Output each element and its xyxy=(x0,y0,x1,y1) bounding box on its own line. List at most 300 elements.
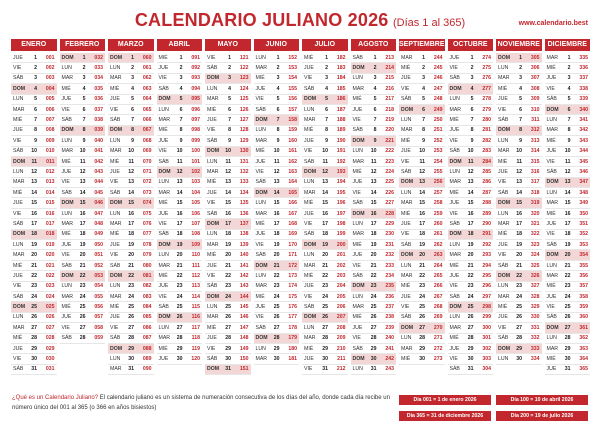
day-row xyxy=(60,53,106,63)
day-number: 1 xyxy=(276,54,280,61)
julian-day: 260 xyxy=(433,220,443,227)
footer-text: El calendario juliano es un sistema de numeración consecutiva de los días del año, donde cada día recibe un número único del 001 al 365 (o 366 en años bisiestos) xyxy=(12,395,390,411)
day-row xyxy=(157,302,203,312)
weekday-label: JUE xyxy=(255,304,266,311)
julian-day: 269 xyxy=(433,314,443,321)
weekday-label: MIÉ xyxy=(304,127,314,134)
day-row xyxy=(496,344,542,354)
weekday-label: MAR xyxy=(158,262,171,269)
day-row xyxy=(351,188,397,198)
weekday-label: LUN xyxy=(13,314,24,321)
julian-day: 325 xyxy=(530,262,540,269)
weekday-label: SÁB xyxy=(546,168,557,175)
weekday-label: SÁB xyxy=(255,179,266,186)
julian-day: 072 xyxy=(142,179,152,186)
day-row xyxy=(60,167,106,177)
day-number: 2 xyxy=(325,65,328,72)
day-row xyxy=(60,157,106,167)
weekday-label: JUE xyxy=(546,366,557,373)
day-row xyxy=(545,126,591,136)
weekday-label: SÁB xyxy=(207,210,218,217)
day-number: 29 xyxy=(225,345,231,352)
day-row xyxy=(448,282,494,292)
weekday-label: LUN xyxy=(449,241,460,248)
day-row xyxy=(60,188,106,198)
julian-day: 346 xyxy=(579,168,589,175)
day-number: 6 xyxy=(34,106,37,113)
day-row xyxy=(448,53,494,63)
julian-day: 183 xyxy=(336,65,346,72)
day-number: 29 xyxy=(322,345,328,352)
day-row xyxy=(302,261,348,271)
day-row xyxy=(254,157,300,167)
day-row xyxy=(399,344,445,354)
julian-day: 241 xyxy=(385,345,394,352)
day-row xyxy=(302,240,348,250)
weekday-label: JUE xyxy=(61,96,72,103)
weekday-label: MAR xyxy=(255,283,268,290)
julian-day: 038 xyxy=(94,117,103,124)
weekday-label: VIE xyxy=(304,148,313,155)
weekday-label: LUN xyxy=(110,283,121,290)
julian-day: 223 xyxy=(385,158,394,165)
day-number: 15 xyxy=(370,200,377,207)
day-number: 28 xyxy=(516,335,523,342)
day-row xyxy=(254,63,300,73)
weekday-label: VIE xyxy=(546,231,555,238)
day-number: 9 xyxy=(567,137,571,144)
weekday-label: JUE xyxy=(61,241,72,248)
weekday-label: JUE xyxy=(304,210,314,217)
weekday-label: JUE xyxy=(449,54,460,61)
day-row xyxy=(157,95,203,105)
weekday-label: JUE xyxy=(498,241,508,248)
julian-day: 079 xyxy=(142,252,152,259)
weekday-label: DOM xyxy=(498,272,511,279)
day-number: 2 xyxy=(179,65,183,72)
day-row xyxy=(545,157,591,167)
day-row xyxy=(205,334,251,344)
julian-day: 226 xyxy=(385,189,394,196)
day-number: 25 xyxy=(370,304,377,311)
day-number: 1 xyxy=(228,54,231,61)
day-number: 15 xyxy=(225,200,231,207)
day-row xyxy=(254,313,300,323)
day-number: 5 xyxy=(422,96,425,103)
day-row xyxy=(448,302,494,312)
day-number: 14 xyxy=(273,189,280,196)
weekday-label: MIÉ xyxy=(110,304,120,311)
day-number: 1 xyxy=(34,54,37,61)
julian-day: 104 xyxy=(191,189,200,196)
day-number: 8 xyxy=(131,127,134,134)
weekday-label: DOM xyxy=(401,179,414,186)
weekday-label: SÁB xyxy=(449,75,460,82)
julian-day: 011 xyxy=(46,158,55,165)
julian-day: 256 xyxy=(433,179,443,186)
julian-day: 077 xyxy=(142,231,152,238)
julian-day: 049 xyxy=(94,231,103,238)
julian-day: 096 xyxy=(191,106,200,113)
weekday-label: VIE xyxy=(546,158,555,165)
day-number: 30 xyxy=(419,356,425,363)
day-row xyxy=(496,250,542,260)
day-row xyxy=(302,198,348,208)
julian-day: 320 xyxy=(530,210,540,217)
day-row xyxy=(399,167,445,177)
day-row xyxy=(11,230,57,240)
julian-day: 005 xyxy=(45,96,55,103)
weekday-label: MAR xyxy=(255,356,268,363)
weekday-label: DOM xyxy=(449,304,462,311)
day-number: 8 xyxy=(519,127,523,134)
day-number: 7 xyxy=(228,117,231,124)
day-row xyxy=(157,354,203,364)
day-row xyxy=(399,157,445,167)
day-row xyxy=(545,282,591,292)
julian-day: 009 xyxy=(45,137,55,144)
weekday-label: DOM xyxy=(304,168,317,175)
weekday-label: SÁB xyxy=(546,96,557,103)
day-number: 1 xyxy=(373,54,377,61)
weekday-label: JUE xyxy=(207,335,217,342)
julian-day: 335 xyxy=(579,54,589,61)
weekday-label: LUN xyxy=(304,106,315,113)
day-number: 17 xyxy=(419,220,425,227)
day-row xyxy=(545,167,591,177)
weekday-label: LUN xyxy=(207,231,218,238)
day-row xyxy=(108,219,154,229)
weekday-label: LUN xyxy=(61,65,72,72)
day-row xyxy=(254,209,300,219)
day-number: 16 xyxy=(370,210,377,217)
weekday-label: VIE xyxy=(158,75,167,82)
julian-day: 051 xyxy=(94,252,103,259)
day-number: 14 xyxy=(467,189,474,196)
julian-day: 050 xyxy=(94,241,103,248)
day-number: 8 xyxy=(567,127,571,134)
julian-day: 321 xyxy=(530,220,540,227)
day-number: 23 xyxy=(419,283,425,290)
day-number: 18 xyxy=(79,231,86,238)
day-number: 6 xyxy=(519,106,523,113)
weekday-label: MIÉ xyxy=(449,335,459,342)
julian-day: 073 xyxy=(142,189,152,196)
julian-day: 007 xyxy=(45,117,55,124)
day-number: 5 xyxy=(179,96,183,103)
day-row xyxy=(157,292,203,302)
julian-day: 054 xyxy=(94,283,103,290)
day-row xyxy=(108,157,154,167)
julian-day: 361 xyxy=(579,324,589,331)
julian-day: 160 xyxy=(288,137,297,144)
weekday-label: LUN xyxy=(158,106,169,113)
day-row xyxy=(448,240,494,250)
julian-day: 157 xyxy=(288,106,297,113)
day-row xyxy=(108,167,154,177)
julian-day: 266 xyxy=(433,283,443,290)
day-number: 11 xyxy=(371,158,377,165)
day-row xyxy=(254,240,300,250)
day-number: 8 xyxy=(422,127,425,134)
day-row xyxy=(157,84,203,94)
day-number: 25 xyxy=(516,304,523,311)
day-number: 23 xyxy=(273,283,280,290)
day-row xyxy=(11,282,57,292)
weekday-label: LUN xyxy=(255,272,266,279)
julian-day: 246 xyxy=(433,75,443,82)
weekday-label: MIÉ xyxy=(401,356,411,363)
julian-day: 044 xyxy=(94,179,103,186)
julian-day: 034 xyxy=(94,75,103,82)
julian-day: 206 xyxy=(336,304,346,311)
julian-day: 081 xyxy=(142,272,152,279)
weekday-label: MAR xyxy=(110,148,122,155)
day-number: 12 xyxy=(419,168,425,175)
julian-day: 233 xyxy=(385,262,394,269)
day-row xyxy=(157,282,203,292)
julian-day: 201 xyxy=(336,252,346,259)
day-row xyxy=(157,261,203,271)
julian-day: 154 xyxy=(288,75,297,82)
day-number: 3 xyxy=(228,75,231,82)
julian-day: 225 xyxy=(385,179,394,186)
day-row xyxy=(254,198,300,208)
day-row xyxy=(399,105,445,115)
weekday-label: DOM xyxy=(61,200,74,207)
weekday-label: MIÉ xyxy=(207,179,217,186)
day-number: 5 xyxy=(82,96,86,103)
weekday-label: LUN xyxy=(110,137,121,144)
day-number: 22 xyxy=(322,272,328,279)
day-row xyxy=(108,261,154,271)
day-number: 25 xyxy=(176,304,183,311)
julian-day: 129 xyxy=(239,137,249,144)
day-number: 27 xyxy=(79,324,86,331)
day-row xyxy=(157,167,203,177)
day-number: 9 xyxy=(519,137,523,144)
day-row xyxy=(399,147,445,157)
julian-day: 164 xyxy=(288,179,297,186)
julian-day: 219 xyxy=(385,117,394,124)
weekday-label: SÁB xyxy=(546,241,557,248)
julian-day: 286 xyxy=(482,179,492,186)
julian-day: 184 xyxy=(336,75,346,82)
julian-day: 065 xyxy=(142,106,152,113)
julian-day: 347 xyxy=(579,179,589,186)
day-number: 12 xyxy=(31,168,37,175)
day-number: 5 xyxy=(34,96,37,103)
day-number: 12 xyxy=(176,168,183,175)
day-number: 5 xyxy=(470,96,474,103)
weekday-label: VIE xyxy=(110,179,119,186)
day-row xyxy=(399,198,445,208)
julian-day: 107 xyxy=(191,220,200,227)
day-row xyxy=(545,365,591,375)
day-row xyxy=(254,53,300,63)
day-row xyxy=(496,178,542,188)
day-number: 11 xyxy=(128,158,134,165)
day-number: 24 xyxy=(564,293,571,300)
weekday-label: VIE xyxy=(61,179,70,186)
weekday-label: SÁB xyxy=(13,148,24,155)
weekday-label: VIE xyxy=(304,293,313,300)
weekday-label: MIÉ xyxy=(304,345,314,352)
weekday-label: JUE xyxy=(449,127,460,134)
day-number: 28 xyxy=(322,335,328,342)
weekday-label: JUE xyxy=(158,356,169,363)
julian-day: 186 xyxy=(336,96,346,103)
page-title xyxy=(0,10,600,31)
weekday-label: MAR xyxy=(110,75,122,82)
day-row xyxy=(254,261,300,271)
julian-day: 229 xyxy=(385,220,394,227)
julian-day: 006 xyxy=(45,106,55,113)
julian-day: 032 xyxy=(94,54,103,61)
julian-day: 086 xyxy=(142,324,152,331)
day-row xyxy=(108,178,154,188)
day-number: 8 xyxy=(276,127,280,134)
weekday-label: MAR xyxy=(255,137,268,144)
day-row xyxy=(351,313,397,323)
weekday-label: SÁB xyxy=(255,252,266,259)
weekday-label: DOM xyxy=(546,179,559,186)
weekday-label: MIÉ xyxy=(158,200,168,207)
julian-day: 311 xyxy=(531,117,540,124)
day-number: 5 xyxy=(519,96,523,103)
weekday-label: SÁB xyxy=(401,168,412,175)
julian-day: 253 xyxy=(433,148,443,155)
julian-day: 352 xyxy=(579,231,589,238)
weekday-label: JUE xyxy=(61,314,72,321)
day-row xyxy=(545,84,591,94)
julian-day: 142 xyxy=(239,272,249,279)
weekday-label: VIE xyxy=(13,137,22,144)
julian-day: 217 xyxy=(385,96,394,103)
day-row xyxy=(254,126,300,136)
julian-day: 271 xyxy=(433,335,443,342)
day-number: 21 xyxy=(564,262,571,269)
day-row xyxy=(157,323,203,333)
day-number: 21 xyxy=(225,262,231,269)
julian-day: 078 xyxy=(142,241,152,248)
day-row xyxy=(351,95,397,105)
julian-day: 029 xyxy=(45,345,55,352)
day-row xyxy=(60,240,106,250)
julian-day: 295 xyxy=(482,272,492,279)
julian-day: 102 xyxy=(191,168,200,175)
day-number: 18 xyxy=(225,231,231,238)
day-number: 5 xyxy=(131,96,134,103)
day-row xyxy=(351,219,397,229)
day-row xyxy=(205,147,251,157)
day-row xyxy=(302,230,348,240)
weekday-label: VIE xyxy=(352,117,361,124)
day-row xyxy=(254,74,300,84)
julian-day: 058 xyxy=(94,324,103,331)
footer-description xyxy=(12,393,394,413)
day-row xyxy=(399,209,445,219)
julian-day: 224 xyxy=(385,168,394,175)
day-row xyxy=(496,63,542,73)
weekday-label: DOM xyxy=(498,345,511,352)
day-row xyxy=(11,240,57,250)
weekday-label: SÁB xyxy=(61,189,72,196)
weekday-label: DOM xyxy=(449,85,462,92)
day-row xyxy=(11,126,57,136)
month-days xyxy=(11,53,57,375)
weekday-label: SÁB xyxy=(13,75,24,82)
month-header: JULIO xyxy=(302,39,348,51)
site-url[interactable]: www.calendario.best xyxy=(518,20,588,27)
weekday-label: JUE xyxy=(304,356,314,363)
julian-day: 017 xyxy=(45,220,55,227)
day-number: 9 xyxy=(276,137,280,144)
day-number: 3 xyxy=(34,75,37,82)
julian-day: 171 xyxy=(288,252,297,259)
julian-day: 163 xyxy=(288,168,297,175)
day-row xyxy=(205,105,251,115)
day-number: 29 xyxy=(370,345,377,352)
julian-day: 132 xyxy=(239,168,249,175)
weekday-label: MIÉ xyxy=(207,324,217,331)
weekday-label: MIÉ xyxy=(546,283,556,290)
weekday-label: SÁB xyxy=(498,117,509,124)
weekday-label: MIÉ xyxy=(255,220,265,227)
weekday-label: LUN xyxy=(255,345,266,352)
month-header: DICIEMBRE xyxy=(545,39,591,51)
day-row xyxy=(545,95,591,105)
weekday-label: JUE xyxy=(158,137,169,144)
julian-day: 310 xyxy=(530,106,540,113)
weekday-label: DOM xyxy=(352,283,365,290)
weekday-label: DOM xyxy=(158,168,171,175)
day-number: 18 xyxy=(564,231,571,238)
julian-day: 228 xyxy=(385,210,394,217)
julian-day: 355 xyxy=(579,262,589,269)
day-row xyxy=(11,74,57,84)
julian-day: 267 xyxy=(433,293,443,300)
day-number: 21 xyxy=(128,262,134,269)
julian-day: 200 xyxy=(336,241,346,248)
day-number: 1 xyxy=(82,54,86,61)
day-row xyxy=(108,136,154,146)
example-box: Día 100 = 10 de abril 2026 xyxy=(496,395,588,405)
day-number: 20 xyxy=(564,252,571,259)
day-row xyxy=(302,126,348,136)
weekday-label: MAR xyxy=(158,189,171,196)
weekday-label: MIÉ xyxy=(401,65,411,72)
weekday-label: JUE xyxy=(401,293,411,300)
day-row xyxy=(545,188,591,198)
day-row xyxy=(545,271,591,281)
day-number: 19 xyxy=(225,241,231,248)
day-number: 20 xyxy=(176,252,183,259)
julian-day: 056 xyxy=(94,304,103,311)
weekday-label: JUE xyxy=(449,345,460,352)
julian-day: 033 xyxy=(94,65,103,72)
day-row xyxy=(108,334,154,344)
julian-day: 265 xyxy=(433,272,443,279)
weekday-label: SÁB xyxy=(110,189,121,196)
weekday-label: LUN xyxy=(61,283,72,290)
weekday-label: JUE xyxy=(498,96,508,103)
day-number: 14 xyxy=(370,189,377,196)
day-number: 24 xyxy=(79,293,86,300)
day-number: 6 xyxy=(422,106,425,113)
weekday-label: JUE xyxy=(304,137,314,144)
julian-day: 188 xyxy=(336,117,346,124)
